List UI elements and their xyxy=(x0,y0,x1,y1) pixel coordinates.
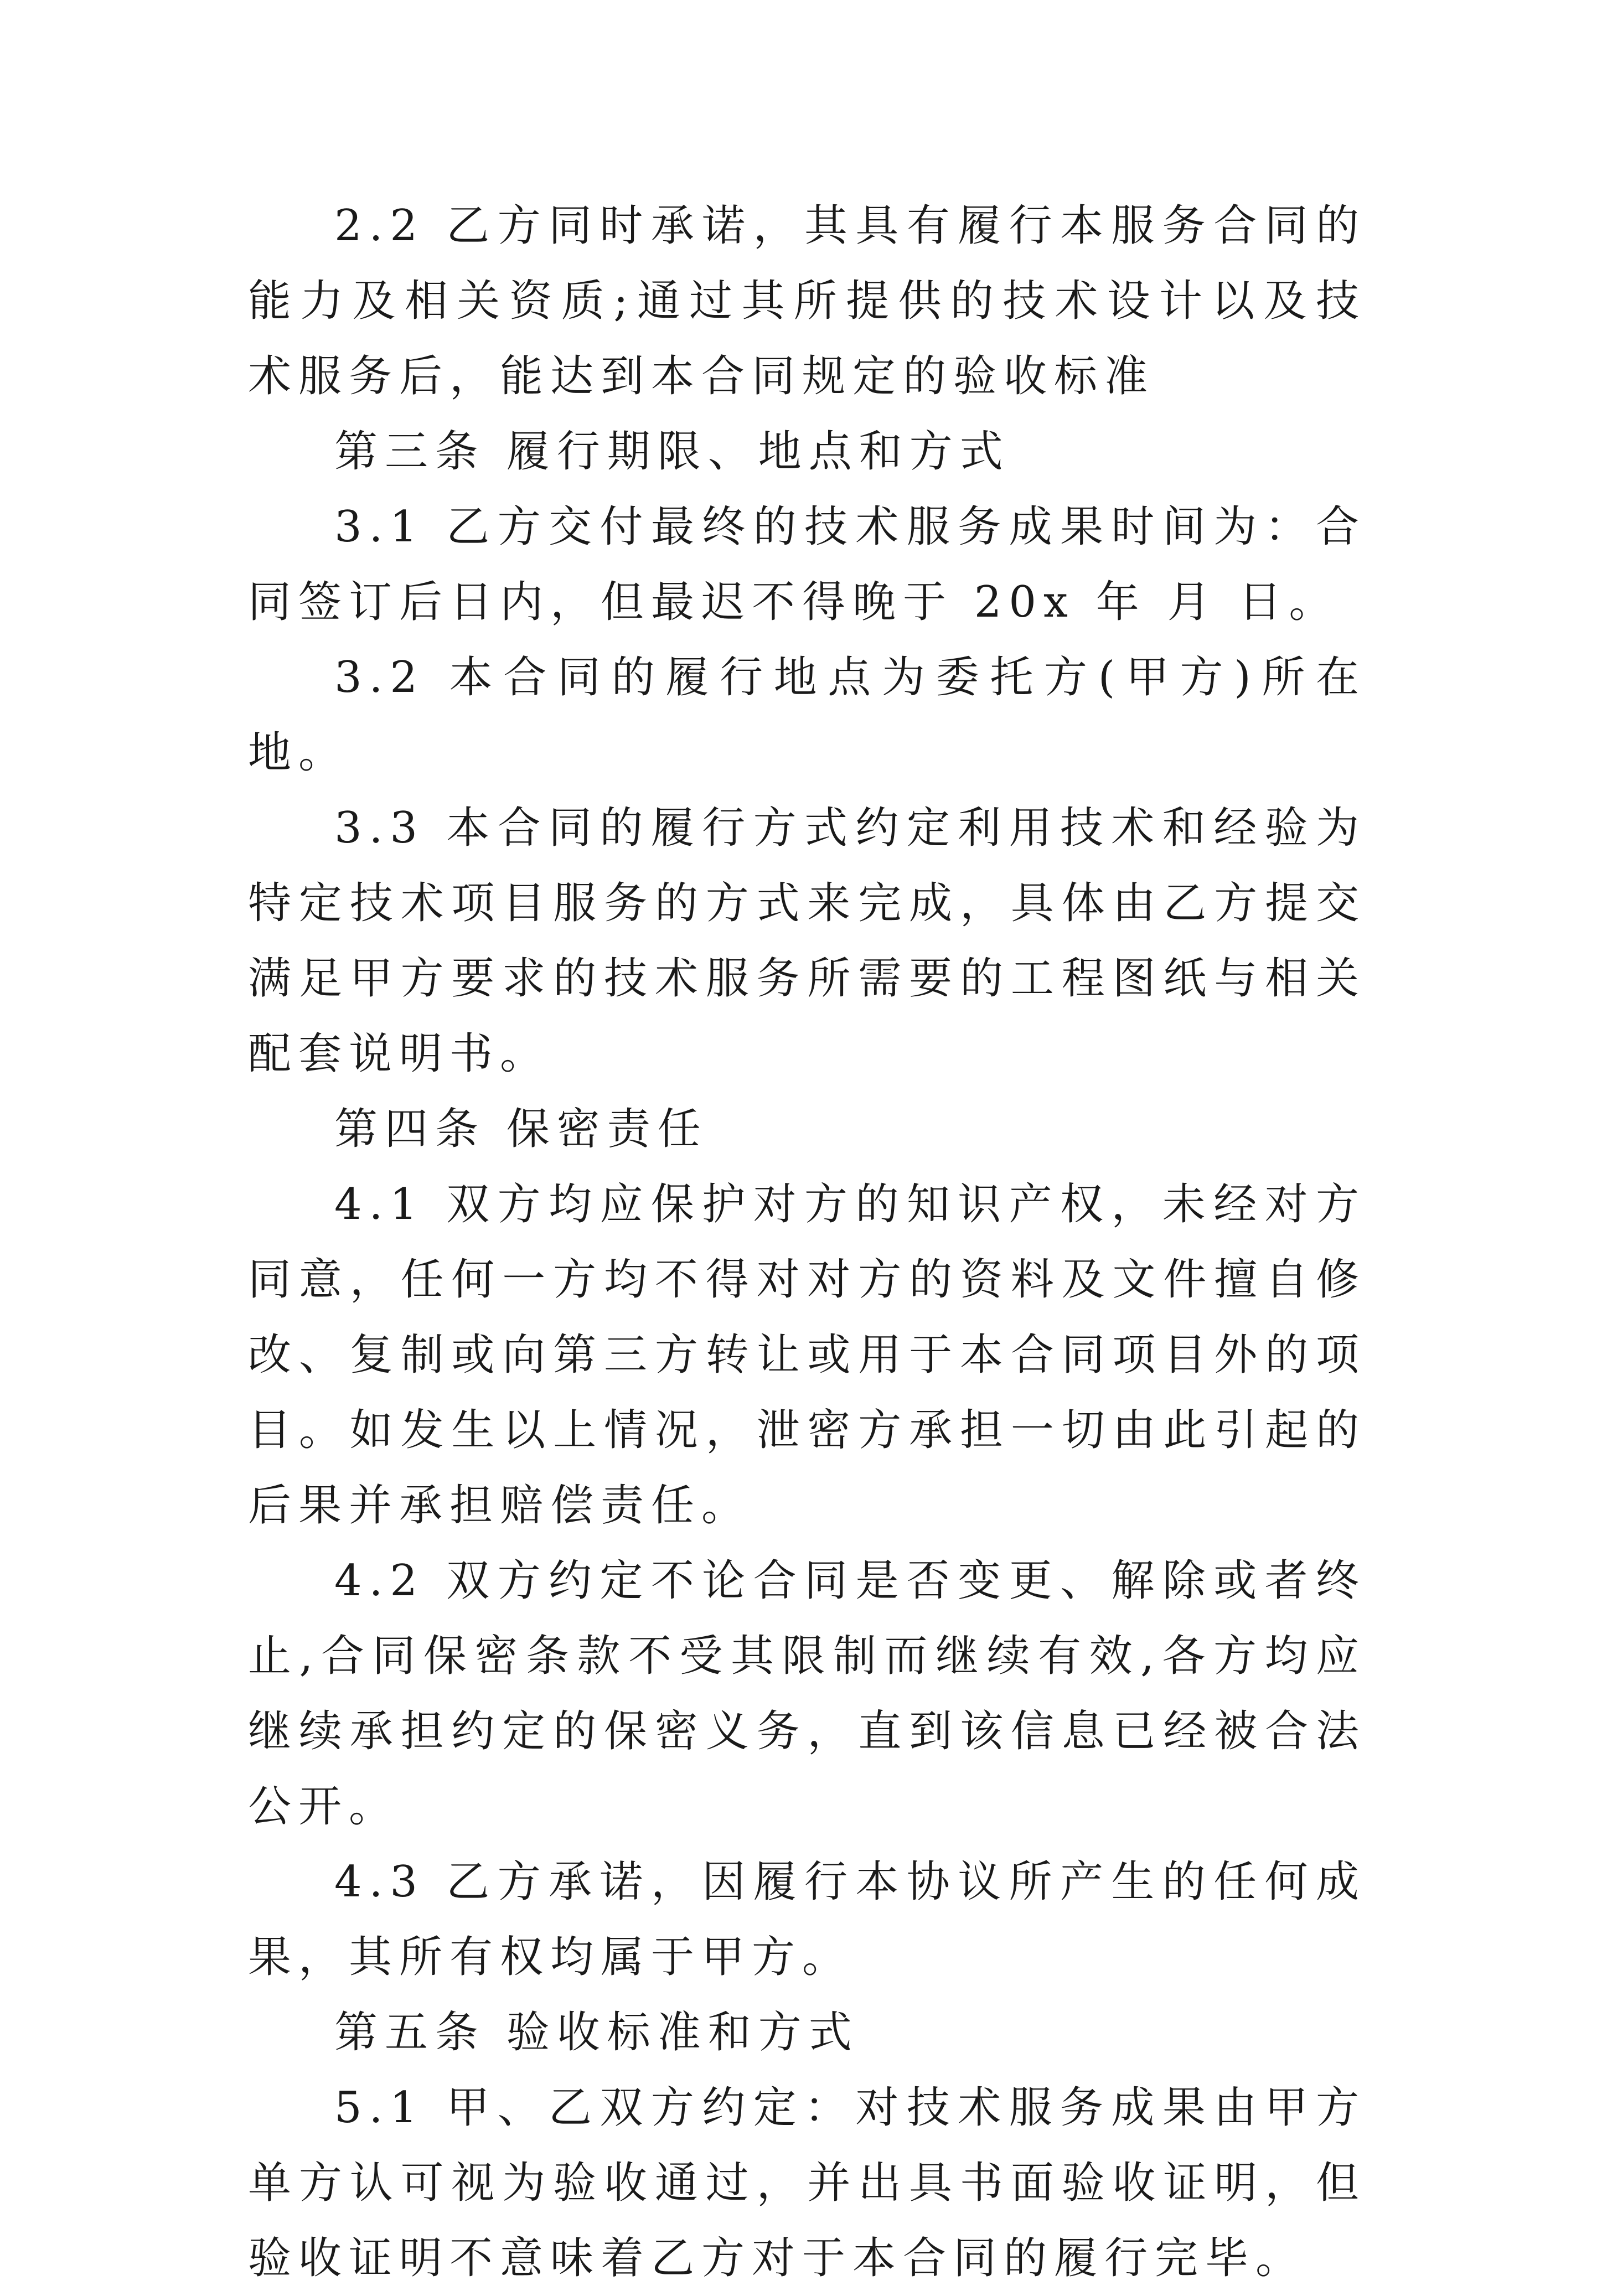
clause-2-2: 2.2 乙方同时承诺，其具有履行本服务合同的能力及相关资质;通过其所提供的技术设计以及技术服务后，能达到本合同规定的验收标准 xyxy=(248,201,1366,401)
article-5-heading: 第五条 验收标准和方式 xyxy=(334,2008,859,2057)
article-4-heading: 第四条 保密责任 xyxy=(334,1104,708,1154)
clause-3-2: 3.2 本合同的履行地点为委托方(甲方)所在地。 xyxy=(248,653,1366,778)
clause-5-1: 5.1 甲、乙双方约定：对技术服务成果由甲方单方认可视为验收通过，并出具书面验收证明，但验收证明不意味着乙方对于本合同的履行完毕。 xyxy=(248,2083,1366,2283)
clause-3-1: 3.1 乙方交付最终的技术服务成果时间为：合同签订后日内，但最迟不得晚于 20x 年 月 日。 xyxy=(248,502,1366,627)
article-3-heading: 第三条 履行期限、地点和方式 xyxy=(334,427,1010,477)
clause-4-1: 4.1 双方均应保护对方的知识产权，未经对方同意，任何一方均不得对对方的资料及文件擅自修改、复制或向第三方转让或用于本合同项目外的项目。如发生以上情况，泄密方承担一切由此引起的后果并承担赔偿责任。 xyxy=(248,1180,1366,1530)
clause-4-3: 4.3 乙方承诺，因履行本协议所产生的任何成果，其所有权均属于甲方。 xyxy=(248,1857,1366,1982)
clause-3-3: 3.3 本合同的履行方式约定利用技术和经验为特定技术项目服务的方式来完成，具体由乙方提交满足甲方要求的技术服务所需要的工程图纸与相关配套说明书。 xyxy=(248,803,1366,1079)
clause-4-2: 4.2 双方约定不论合同是否变更、解除或者终止,合同保密条款不受其限制而继续有效,各方均应继续承担约定的保密义务，直到该信息已经被合法公开。 xyxy=(248,1556,1366,1832)
document-body xyxy=(248,188,1366,2296)
